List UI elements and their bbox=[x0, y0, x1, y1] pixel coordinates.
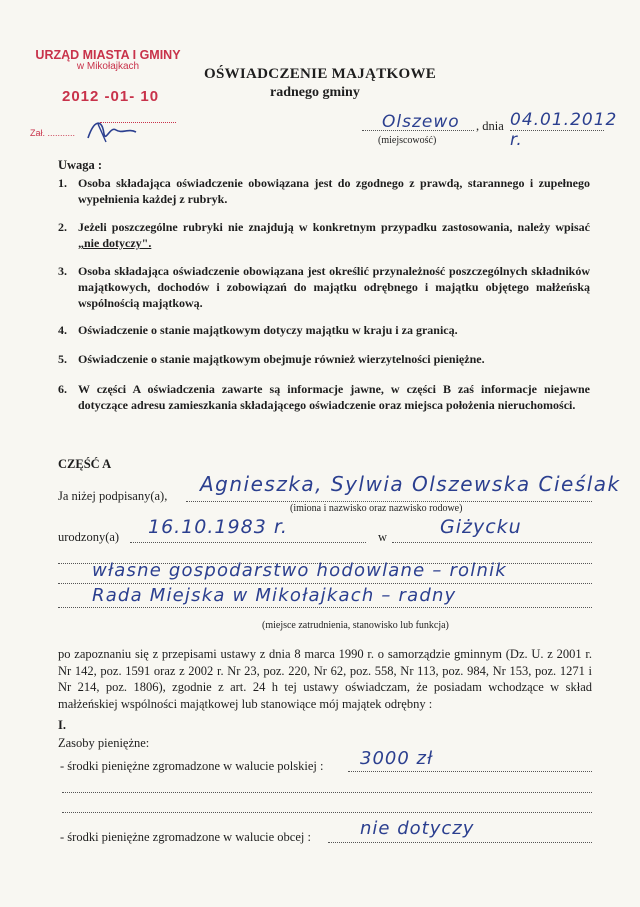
employment-dotted-2 bbox=[58, 607, 592, 608]
note-number: 6. bbox=[58, 382, 67, 396]
note-item-5 bbox=[58, 351, 590, 367]
birth-place-value: Giżycku bbox=[440, 516, 522, 538]
note-text-before: Jeżeli poszczególne rubryki nie znajdują w konkretnym przypadku zastosowania, należy wpisać bbox=[78, 220, 590, 234]
employment-dotted-1 bbox=[58, 583, 592, 584]
pln-blank-1 bbox=[62, 792, 592, 793]
foreign-dotted bbox=[328, 842, 592, 843]
date-value: 04.01.2012 r. bbox=[510, 110, 618, 150]
note-number: 3. bbox=[58, 264, 67, 278]
note-number: 2. bbox=[58, 220, 67, 234]
stamp-office-line1: URZĄD MIASTA I GMINY bbox=[35, 48, 181, 62]
note-text: W części A oświadczenia zawarte są informacje jawne, w części B zaś informacje niejawne dotyczące adresu zamieszkania składającego oświadczenie oraz miejsca położenia nieruchomości. bbox=[78, 382, 590, 412]
note-number: 4. bbox=[58, 323, 67, 337]
initials-signature-icon bbox=[84, 116, 144, 146]
document-title: OŚWIADCZENIE MAJĄTKOWE bbox=[204, 66, 437, 82]
document-subtitle: radnego gminy bbox=[270, 85, 360, 100]
note-text: Oświadczenie o stanie majątkowym obejmuje również wierzytelności pieniężne. bbox=[78, 352, 485, 366]
note-text bbox=[58, 219, 590, 251]
note-text-underlined: „nie dotyczy". bbox=[78, 236, 152, 250]
foreign-label: - środki pieniężne zgromadzone w walucie obcej : bbox=[60, 830, 311, 844]
note-number: 1. bbox=[58, 176, 67, 190]
pln-dotted bbox=[348, 771, 592, 772]
stamp-attachment bbox=[30, 128, 75, 138]
birth-date-value: 16.10.1983 r. bbox=[148, 516, 288, 538]
dnia-label: , dnia bbox=[476, 119, 504, 133]
pln-blank-2 bbox=[62, 812, 592, 813]
note-item-3 bbox=[58, 263, 590, 311]
note-item-1 bbox=[58, 175, 590, 207]
foreign-value: nie dotyczy bbox=[360, 818, 475, 839]
note-number: 5. bbox=[58, 352, 67, 366]
note-text: Osoba składająca oświadczenie obowiązana jest do zgodnego z prawdą, starannego i zupełnego wypełnienia każdej z rubryk. bbox=[78, 176, 590, 206]
employment-line-2: Rada Miejska w Mikołajkach – radny bbox=[92, 585, 457, 606]
stamp-office-line2: w Mikołajkach bbox=[76, 61, 140, 72]
name-value: Agnieszka, Sylwia Olszewska Cieślak bbox=[200, 472, 621, 496]
stamp-attachment-label: Zał. ........... bbox=[30, 128, 76, 138]
name-dotted bbox=[186, 501, 592, 502]
note-item-4 bbox=[58, 322, 590, 338]
section-1-heading: I. bbox=[58, 718, 66, 732]
section-1-subheading: Zasoby pieniężne: bbox=[58, 736, 150, 750]
stamp-date: 2012 -01- 10 bbox=[62, 88, 160, 105]
note-item-2 bbox=[58, 219, 590, 251]
signed-label: Ja niżej podpisany(a), bbox=[58, 489, 168, 503]
place-value: Olszewo bbox=[382, 112, 460, 132]
name-caption: (imiona i nazwisko oraz nazwisko rodowe) bbox=[290, 503, 463, 514]
part-a-paragraph: po zapoznaniu się z przepisami ustawy z dnia 8 marca 1990 r. o samorządzie gminnym (Dz. U. z 2001 r. Nr 142, poz. 1591 oraz z 2002 r. Nr 23, poz. 220, Nr 62, poz. 558, Nr 113, poz. 984, Nr 153, poz. 1271 i Nr 214, poz. 1806), zgodnie z art. 24 h tej ustawy oświadczam, że posiadam wchodzące w skład małżeńskiej wspólności majątkowej lub stanowiące mój majątek odrębny : bbox=[58, 647, 592, 711]
notes-heading: Uwaga : bbox=[58, 158, 103, 172]
part-a-heading: CZĘŚĆ A bbox=[58, 457, 112, 471]
office-stamp bbox=[28, 48, 188, 72]
note-text: Oświadczenie o stanie majątkowym dotyczy majątku w kraju i za granicą. bbox=[78, 323, 458, 337]
employment-line-1: własne gospodarstwo hodowlane – rolnik bbox=[92, 560, 507, 581]
employment-caption: (miejsce zatrudnienia, stanowisko lub funkcja) bbox=[262, 620, 449, 631]
place-caption: (miejscowość) bbox=[378, 135, 437, 146]
note-text: Osoba składająca oświadczenie obowiązana jest określić przynależność poszczególnych składników majątkowych, dochodów i zobowiązań do majątku odrębnego i majątku objętego małżeńską wspólnością majątkową. bbox=[78, 264, 590, 310]
w-label: w bbox=[378, 530, 388, 544]
pln-label: - środki pieniężne zgromadzone w walucie polskiej : bbox=[60, 759, 324, 773]
birth-place-dotted bbox=[392, 542, 592, 543]
pln-value: 3000 zł bbox=[360, 748, 434, 769]
note-item-6 bbox=[58, 381, 590, 413]
birth-date-dotted bbox=[130, 542, 366, 543]
born-label: urodzony(a) bbox=[58, 530, 120, 544]
